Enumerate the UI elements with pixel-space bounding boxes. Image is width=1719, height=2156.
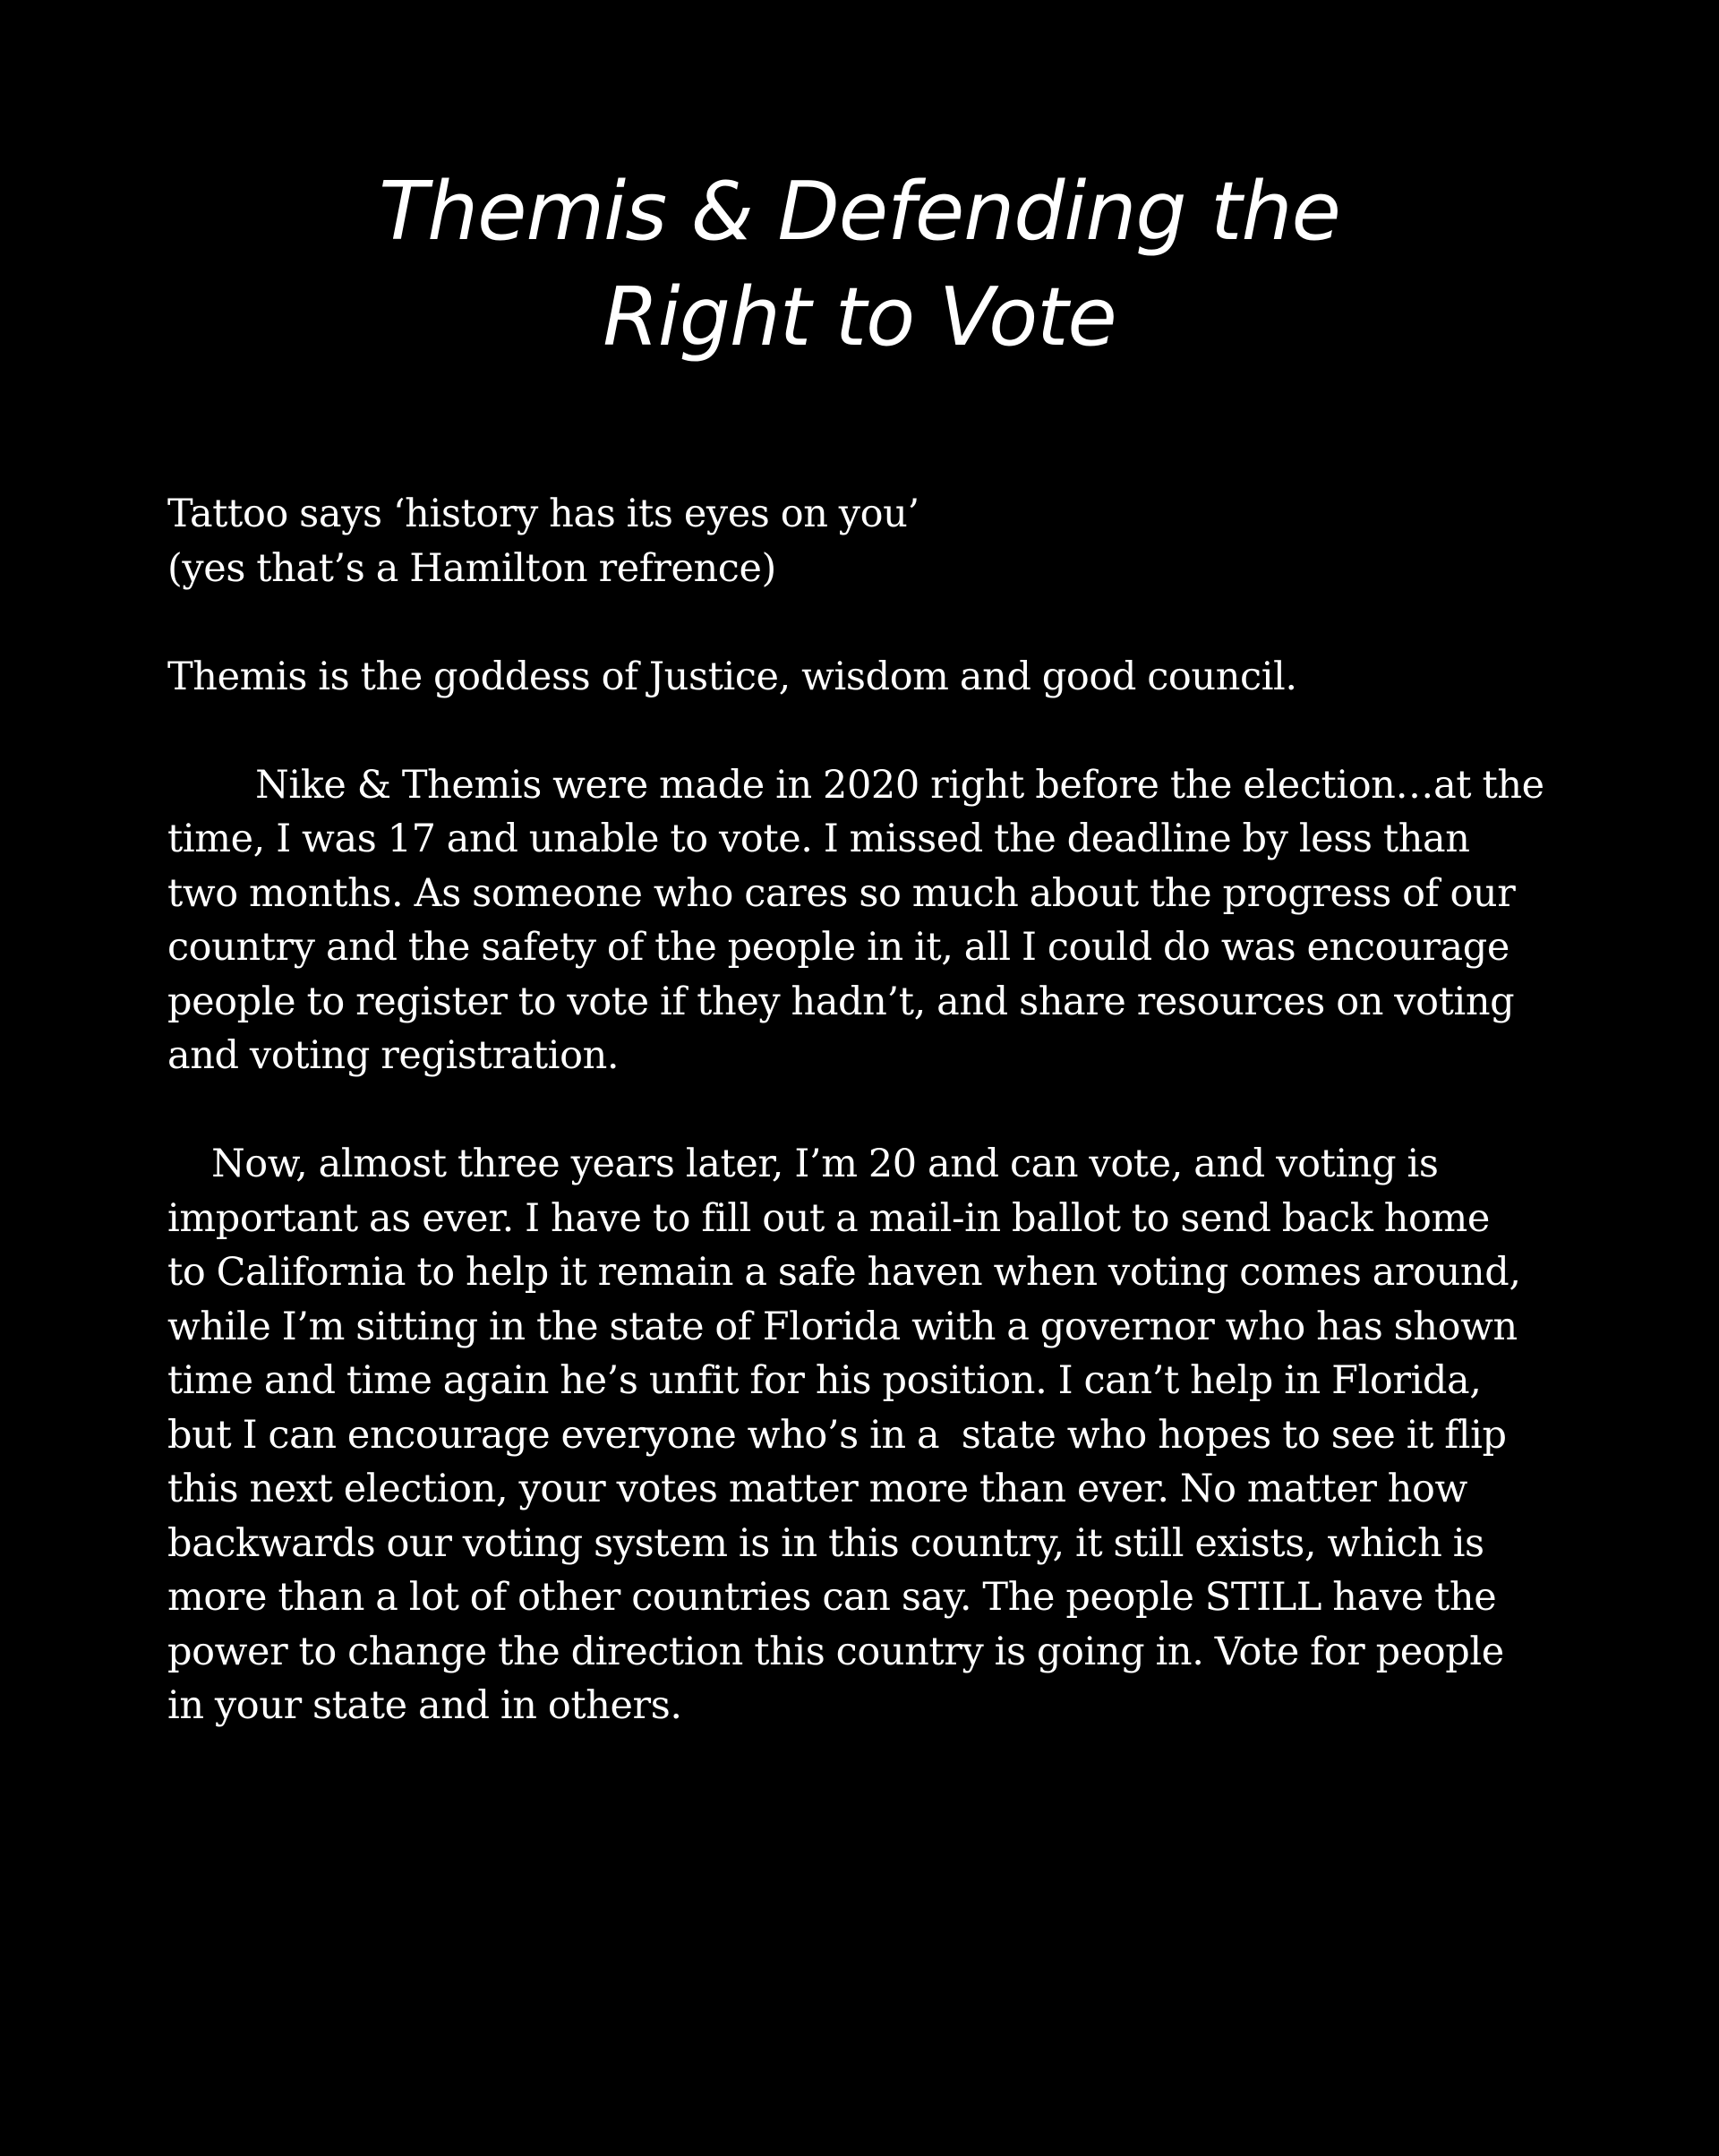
paragraph-2-line: to California to help it remain a safe haven when voting comes around,	[167, 1250, 1521, 1295]
body-text	[167, 487, 1564, 1733]
paragraph-2-line: time and time again he’s unfit for his position. I can’t help in Florida,	[167, 1358, 1482, 1403]
paragraph-2-line: power to change the direction this country is going in. Vote for people	[167, 1629, 1504, 1674]
paragraph-2	[167, 1137, 1564, 1733]
paragraph-1-line: two months. As someone who cares so much about the progress of our	[167, 870, 1516, 916]
title-line-1: Themis & Defending the	[379, 165, 1340, 259]
paragraph-1-line: country and the safety of the people in it, all I could do was encourage	[167, 925, 1509, 970]
spacer	[167, 1083, 1564, 1138]
paragraph-2-line: in your state and in others.	[167, 1683, 682, 1728]
paragraph-2-line: but I can encourage everyone who’s in a state who hopes to see it flip	[167, 1412, 1507, 1458]
spacer	[167, 704, 1564, 758]
paragraph-1-line: Nike & Themis were made in 2020 right before the election…at the	[167, 762, 1544, 808]
title-line-2: Right to Vote	[603, 270, 1116, 364]
paragraph-2-line: more than a lot of other countries can say. The people STILL have the	[167, 1575, 1497, 1620]
paragraph-1-line: and voting registration.	[167, 1033, 620, 1078]
paragraph-2-line: backwards our voting system is in this country, it still exists, which is	[167, 1520, 1484, 1566]
paragraph-2-line: important as ever. I have to fill out a mail-in ballot to send back home	[167, 1195, 1490, 1241]
paragraph-2-line: Now, almost three years later, I’m 20 and can vote, and voting is	[167, 1142, 1439, 1186]
paragraph-1-line: people to register to vote if they hadn’t, and share resources on voting	[167, 979, 1515, 1024]
intro-line-1: Tattoo says ‘history has its eyes on you’	[167, 492, 919, 536]
spacer	[167, 595, 1564, 650]
paragraph-1-line: time, I was 17 and unable to vote. I missed the deadline by less than	[167, 817, 1470, 861]
definition-line: Themis is the goddess of Justice, wisdom and good council.	[167, 654, 1297, 699]
paragraph-1	[167, 758, 1564, 1083]
paragraph-2-line: this next election, your votes matter more than ever. No matter how	[167, 1467, 1467, 1511]
intro-line-2: (yes that’s a Hamilton refrence)	[167, 545, 776, 591]
paragraph-2-line: while I’m sitting in the state of Florida with a governor who has shown	[167, 1304, 1518, 1349]
page-title	[0, 159, 1719, 371]
